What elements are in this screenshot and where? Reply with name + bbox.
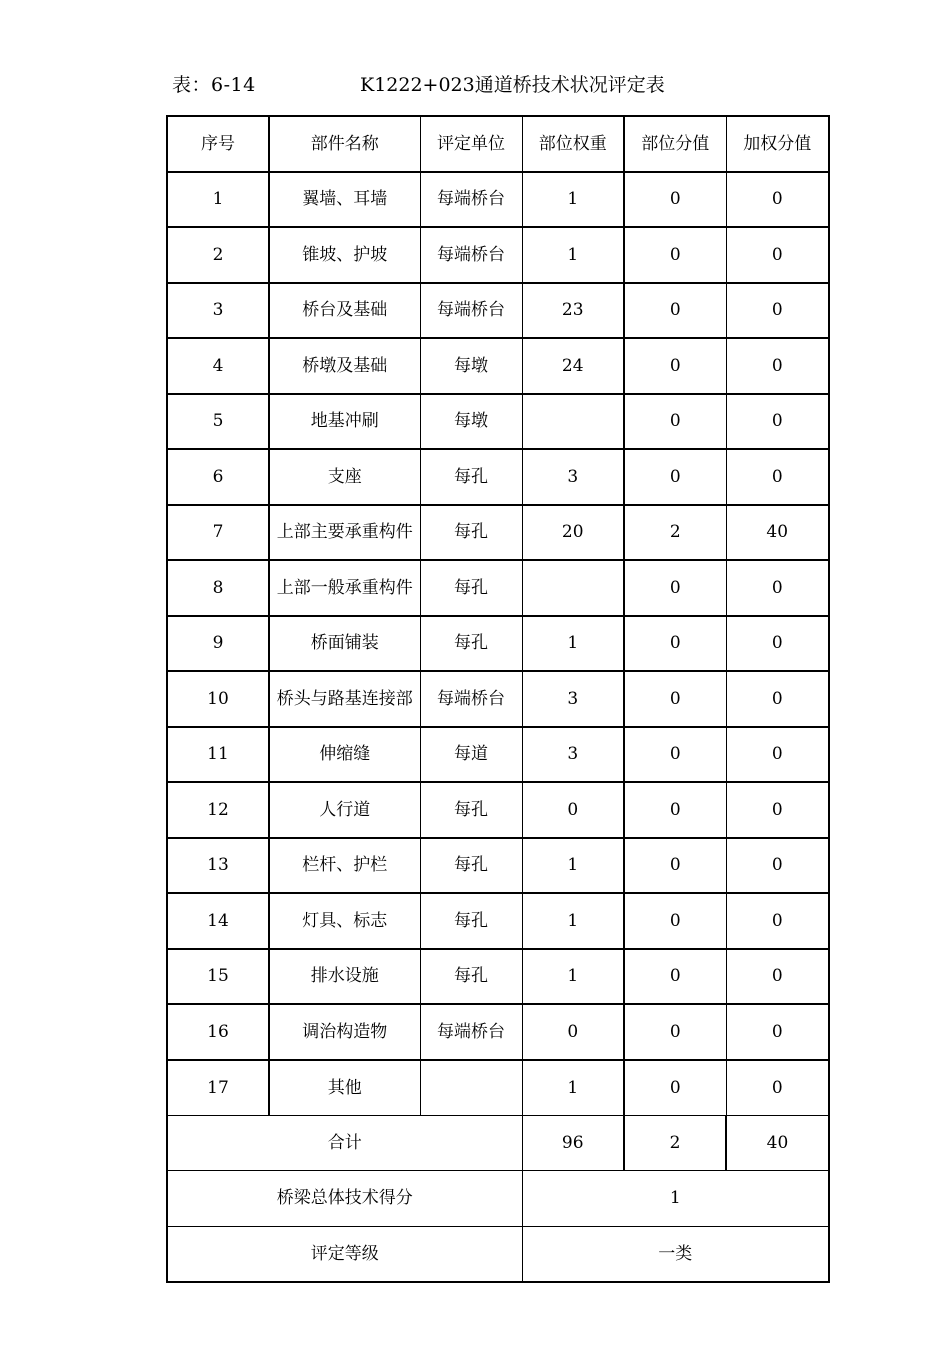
total-weight: 96 [522,1115,624,1171]
table-row [167,838,829,894]
cell-unit: 每孔 [420,616,522,672]
header-row [167,116,829,172]
cell-seq: 5 [167,394,269,450]
table-row [167,1060,829,1116]
cell-name: 其他 [269,1060,420,1116]
cell-seq: 10 [167,671,269,727]
cell-score: 0 [624,449,726,505]
grade-label: 评定等级 [167,1226,522,1282]
cell-weight: 3 [522,449,624,505]
cell-name: 桥头与路基连接部 [269,671,420,727]
table-row [167,1004,829,1060]
table-row [167,283,829,339]
cell-weighted: 0 [726,949,829,1005]
cell-score: 0 [624,838,726,894]
cell-weighted: 0 [726,1004,829,1060]
cell-name: 桥面铺装 [269,616,420,672]
table-row [167,505,829,561]
cell-unit: 每孔 [420,560,522,616]
cell-score: 0 [624,1004,726,1060]
cell-score: 0 [624,671,726,727]
cell-score: 0 [624,394,726,450]
col-header-weight: 部位权重 [522,116,624,172]
col-header-seq: 序号 [167,116,269,172]
cell-unit: 每墩 [420,394,522,450]
cell-score: 0 [624,1060,726,1116]
table-row [167,227,829,283]
table-title: K1222+023通道桥技术状况评定表 [360,74,665,96]
cell-seq: 1 [167,172,269,228]
cell-weighted: 0 [726,283,829,339]
cell-weight: 24 [522,338,624,394]
grade-row [167,1226,829,1282]
cell-weighted: 0 [726,838,829,894]
table-row [167,949,829,1005]
table-row [167,727,829,783]
cell-weighted: 0 [726,227,829,283]
cell-unit: 每端桥台 [420,172,522,228]
table-row [167,671,829,727]
cell-unit: 每端桥台 [420,1004,522,1060]
cell-unit: 每端桥台 [420,283,522,339]
cell-score: 0 [624,172,726,228]
table-row [167,893,829,949]
table-row [167,782,829,838]
cell-unit: 每孔 [420,838,522,894]
cell-seq: 15 [167,949,269,1005]
cell-name: 排水设施 [269,949,420,1005]
cell-name: 伸缩缝 [269,727,420,783]
cell-unit: 每孔 [420,782,522,838]
overall-score-value: 1 [522,1171,829,1227]
total-score: 2 [624,1115,726,1171]
cell-seq: 7 [167,505,269,561]
cell-weight: 1 [522,616,624,672]
cell-score: 2 [624,505,726,561]
cell-name: 桥墩及基础 [269,338,420,394]
cell-unit: 每端桥台 [420,227,522,283]
cell-score: 0 [624,560,726,616]
cell-name: 上部一般承重构件 [269,560,420,616]
cell-seq: 2 [167,227,269,283]
cell-weighted: 0 [726,616,829,672]
table-row [167,616,829,672]
cell-weighted: 0 [726,172,829,228]
overall-score-label: 桥梁总体技术得分 [167,1171,522,1227]
cell-weight: 3 [522,727,624,783]
cell-unit: 每孔 [420,893,522,949]
cell-score: 0 [624,338,726,394]
cell-seq: 16 [167,1004,269,1060]
cell-unit: 每道 [420,727,522,783]
cell-score: 0 [624,727,726,783]
evaluation-table [166,115,830,1283]
cell-unit: 每端桥台 [420,671,522,727]
cell-weighted: 0 [726,449,829,505]
cell-weight: 3 [522,671,624,727]
total-row [167,1115,829,1171]
cell-weight: 0 [522,782,624,838]
cell-name: 人行道 [269,782,420,838]
cell-weighted: 0 [726,1060,829,1116]
cell-weight: 1 [522,949,624,1005]
cell-name: 地基冲刷 [269,394,420,450]
col-header-name: 部件名称 [269,116,420,172]
table-row [167,338,829,394]
cell-weighted: 0 [726,338,829,394]
cell-weight: 1 [522,838,624,894]
cell-seq: 13 [167,838,269,894]
cell-weighted: 0 [726,560,829,616]
cell-unit: 每孔 [420,505,522,561]
cell-weight: 1 [522,893,624,949]
title-row [172,70,792,100]
cell-seq: 12 [167,782,269,838]
cell-seq: 11 [167,727,269,783]
table-number: 表：6-14 [172,74,256,96]
cell-unit: 每孔 [420,449,522,505]
cell-seq: 6 [167,449,269,505]
cell-weight: 1 [522,1060,624,1116]
cell-name: 上部主要承重构件 [269,505,420,561]
table-row [167,172,829,228]
total-label: 合计 [167,1115,522,1171]
cell-name: 翼墙、耳墙 [269,172,420,228]
cell-score: 0 [624,616,726,672]
cell-weighted: 0 [726,782,829,838]
total-weighted: 40 [726,1115,829,1171]
grade-value: 一类 [522,1226,829,1282]
cell-name: 栏杆、护栏 [269,838,420,894]
cell-score: 0 [624,949,726,1005]
cell-weight: 20 [522,505,624,561]
cell-score: 0 [624,283,726,339]
col-header-score: 部位分值 [624,116,726,172]
cell-name: 支座 [269,449,420,505]
table-row [167,394,829,450]
col-header-unit: 评定单位 [420,116,522,172]
cell-weighted: 0 [726,394,829,450]
cell-score: 0 [624,227,726,283]
cell-weight: 0 [522,1004,624,1060]
overall-score-row [167,1171,829,1227]
cell-weighted: 0 [726,671,829,727]
cell-weight [522,560,624,616]
cell-seq: 9 [167,616,269,672]
cell-weight: 1 [522,172,624,228]
cell-seq: 8 [167,560,269,616]
table-row [167,560,829,616]
cell-unit [420,1060,522,1116]
cell-name: 灯具、标志 [269,893,420,949]
cell-weighted: 0 [726,893,829,949]
cell-weight: 1 [522,227,624,283]
cell-seq: 14 [167,893,269,949]
cell-name: 锥坡、护坡 [269,227,420,283]
table-row [167,449,829,505]
cell-seq: 3 [167,283,269,339]
cell-name: 桥台及基础 [269,283,420,339]
cell-weighted: 0 [726,727,829,783]
cell-weight [522,394,624,450]
cell-score: 0 [624,893,726,949]
table-body [167,172,829,1282]
cell-score: 0 [624,782,726,838]
cell-weighted: 40 [726,505,829,561]
cell-unit: 每孔 [420,949,522,1005]
cell-name: 调治构造物 [269,1004,420,1060]
col-header-weighted: 加权分值 [726,116,829,172]
cell-seq: 4 [167,338,269,394]
cell-unit: 每墩 [420,338,522,394]
cell-seq: 17 [167,1060,269,1116]
cell-weight: 23 [522,283,624,339]
